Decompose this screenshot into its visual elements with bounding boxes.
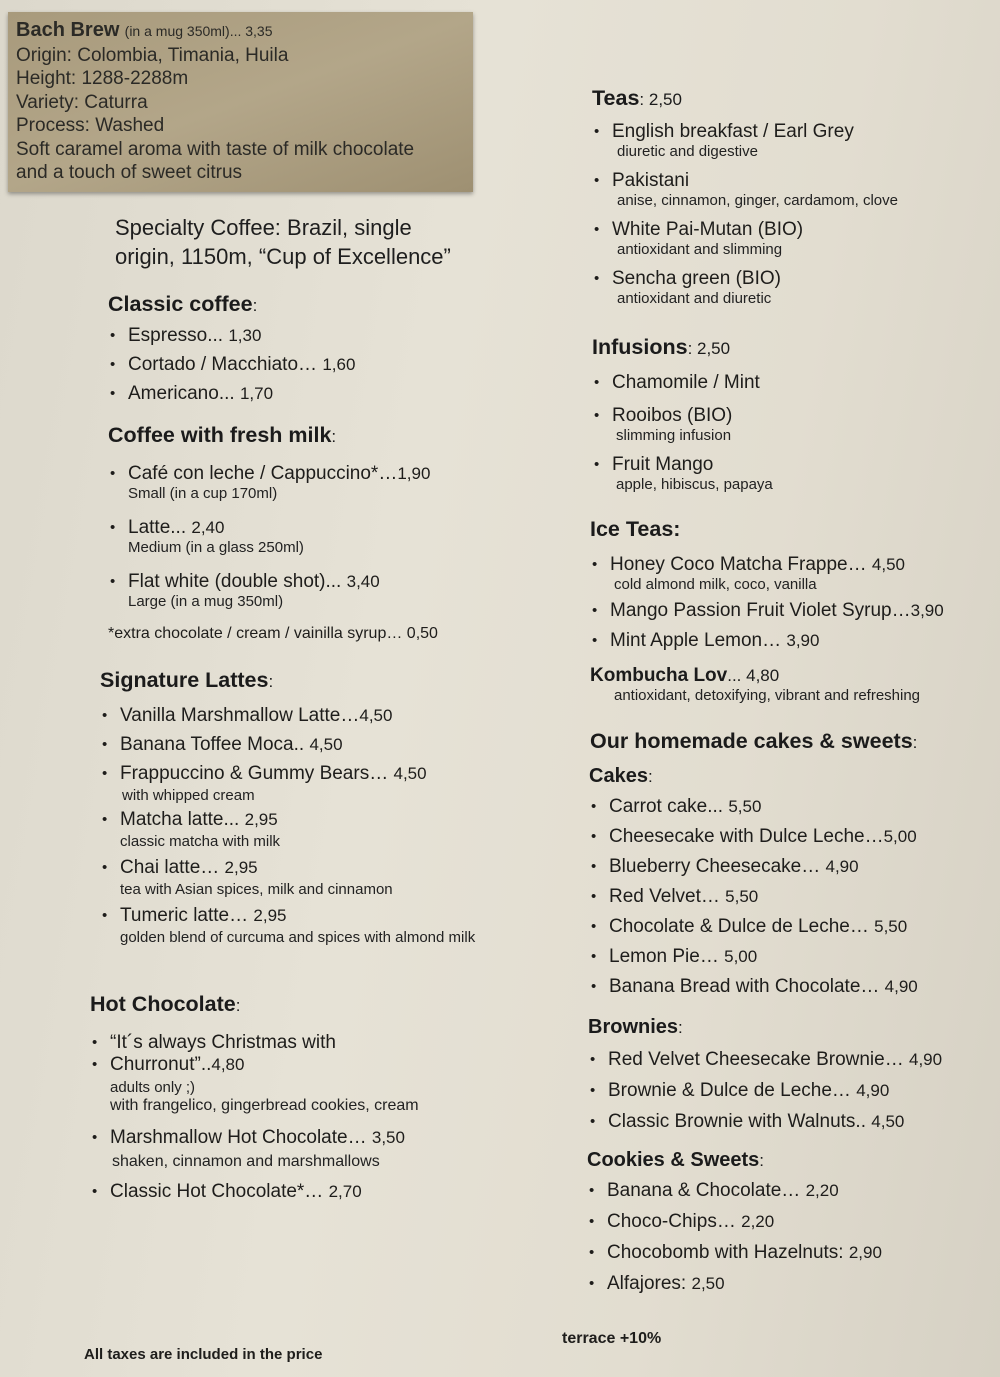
item-price: 1,30 (228, 326, 262, 345)
section-title-text: Our homemade cakes & sweets (590, 729, 913, 753)
cakes-section (589, 765, 994, 998)
menu-item (108, 517, 538, 539)
section-title (590, 729, 995, 754)
item-price: 4,50 (393, 764, 427, 783)
item-name: Banana Toffee Moca.. (120, 734, 310, 755)
classic-coffee-section (108, 292, 538, 405)
item-price: 4,50 (871, 1112, 905, 1131)
section-title-text: Classic coffee (108, 292, 253, 316)
menu-item (100, 763, 540, 785)
item-name: Carrot cake... (609, 796, 729, 817)
homemade-section (590, 729, 995, 754)
item-description: anise, cinnamon, ginger, cardamom, clove (617, 192, 898, 209)
menu-item: • Fruit Mango (592, 454, 992, 476)
menu-item (108, 325, 538, 347)
section-colon: : (912, 733, 918, 752)
section-title-text: Cookies & Sweets (587, 1149, 760, 1171)
menu-item (90, 1127, 530, 1149)
origin-sticker (8, 12, 473, 192)
item-name-line-2: Churronut”.. (110, 1054, 212, 1075)
sticker-variety: Variety: Caturra (16, 91, 148, 113)
item-name: Choco-Chips… (607, 1211, 742, 1232)
item-name: Classic Hot Chocolate*… (110, 1181, 329, 1202)
item-price: 2,20 (741, 1212, 775, 1231)
menu-item (587, 1180, 992, 1202)
item-price: 4,90 (884, 977, 918, 996)
item-price: 4,50 (871, 555, 905, 574)
item-name: Chocolate & Dulce de Leche… (609, 916, 875, 937)
menu-item (590, 630, 995, 652)
menu-item: • English breakfast / Earl Grey (592, 121, 992, 143)
section-price: : 2,50 (687, 339, 731, 358)
item-name: Cheesecake with Dulce Leche… (609, 826, 884, 847)
section-title-text: Hot Chocolate (90, 992, 236, 1016)
item-price: 5,50 (728, 797, 762, 816)
extras-note: *extra chocolate / cream / vainilla syrup… 0,50 (108, 625, 438, 642)
sticker-process: Process: Washed (16, 115, 165, 136)
section-title-text: Signature Lattes (100, 668, 269, 692)
item-name: Red Velvet… (609, 886, 726, 907)
section-title (589, 765, 994, 788)
item-name: Mango Passion Fruit Violet Syrup… (610, 600, 911, 621)
section-colon: : (678, 1018, 683, 1037)
menu-item (587, 1211, 992, 1233)
item-description: antioxidant and diuretic (617, 290, 772, 307)
sticker-origin: Origin: Colombia, Timania, Huila (16, 44, 289, 66)
section-colon: : (252, 296, 258, 315)
item-price: 5,00 (883, 827, 917, 846)
menu-item (587, 1242, 992, 1264)
menu-item (588, 1111, 993, 1133)
item-price: 3,40 (346, 572, 380, 591)
item-name: Classic Brownie with Walnuts.. (608, 1111, 872, 1132)
section-title (588, 1016, 993, 1039)
section-colon: : (647, 767, 653, 786)
sticker-notes-1: Soft caramel aroma with taste of milk chocolate (16, 138, 415, 160)
section-title-text: Kombucha Lov (590, 665, 728, 686)
item-price: 5,50 (725, 887, 759, 906)
item-name: Espresso... (128, 325, 229, 346)
menu-item (590, 554, 995, 576)
section-title-text: Teas (592, 86, 640, 110)
sticker-title: Bach Brew (16, 19, 120, 41)
section-colon: : (759, 1151, 765, 1170)
item-price: 4,50 (359, 706, 393, 725)
menu-item (589, 916, 994, 938)
sticker-height: Height: 1288-2288m (16, 68, 189, 89)
section-colon: : (331, 427, 337, 446)
item-price: 3,50 (371, 1128, 405, 1147)
item-price: 3,90 (910, 601, 944, 620)
section-title (592, 335, 992, 360)
item-price: 4,80 (211, 1055, 245, 1074)
item-description: with frangelico, gingerbread cookies, cream (110, 1097, 419, 1114)
item-name: Cortado / Macchiato… (128, 354, 323, 375)
item-name: Matcha latte... (120, 809, 245, 830)
menu-item (108, 463, 538, 485)
menu-item: • Sencha green (BIO) (592, 268, 992, 290)
menu-item (108, 383, 538, 405)
item-name: Flat white (double shot)... (128, 571, 347, 592)
menu-item (589, 826, 994, 848)
item-price: 5,00 (724, 947, 758, 966)
item-name: Mint Apple Lemon… (610, 630, 787, 651)
section-title (100, 668, 540, 693)
item-price: 1,90 (397, 464, 431, 483)
item-description: Medium (in a glass 250ml) (128, 539, 304, 556)
item-name: Lemon Pie… (609, 946, 725, 967)
menu-item (100, 705, 540, 727)
item-name-line-1: “It´s always Christmas with (110, 1032, 336, 1053)
ice-teas-section (590, 517, 995, 652)
item-price: 2,40 (191, 518, 225, 537)
section-title (592, 86, 992, 111)
menu-item: • Rooibos (BIO) (592, 405, 992, 427)
menu-item (589, 886, 994, 908)
menu-item (587, 1273, 992, 1295)
item-description: shaken, cinnamon and marshmallows (112, 1153, 380, 1170)
infusions-section (592, 335, 992, 494)
item-price: 1,70 (239, 384, 274, 403)
menu-item: • Pakistani (592, 170, 992, 192)
kombucha-section (590, 665, 995, 705)
item-price: 2,90 (848, 1243, 882, 1262)
section-title: Ice Teas: (590, 517, 681, 541)
sticker-title-note: (in a mug 350ml)... 3,35 (124, 23, 273, 39)
sticker-notes-2: and a touch of sweet citrus (16, 162, 243, 183)
item-description: apple, hibiscus, papaya (616, 476, 773, 493)
menu-item (108, 571, 538, 593)
menu-item (100, 857, 540, 879)
item-name: Marshmallow Hot Chocolate… (110, 1127, 372, 1148)
item-name: Frappuccino & Gummy Bears… (120, 763, 394, 784)
cookies-section (587, 1149, 992, 1295)
item-description: Small (in a cup 170ml) (128, 485, 278, 502)
menu-item (100, 905, 540, 927)
item-price: 2,50 (691, 1274, 725, 1293)
item-name: Brownie & Dulce de Leche… (608, 1080, 857, 1101)
item-name: Red Velvet Cheesecake Brownie… (608, 1049, 909, 1070)
menu-item (588, 1049, 993, 1071)
menu-item (588, 1080, 993, 1102)
item-description: antioxidant and slimming (617, 241, 783, 258)
section-price: : 2,50 (639, 90, 682, 109)
fresh-milk-section (108, 423, 538, 643)
item-name: Americano... (128, 383, 240, 404)
menu-item (100, 734, 540, 756)
section-price: ... 4,80 (727, 666, 780, 685)
section-title-text: Coffee with fresh milk (108, 423, 332, 447)
item-description: antioxidant, detoxifying, vibrant and refreshing (614, 687, 921, 704)
item-price: 2,95 (244, 810, 278, 829)
menu-item (589, 946, 994, 968)
section-colon: : (268, 672, 274, 691)
section-title (90, 992, 530, 1017)
item-description: Large (in a mug 350ml) (128, 593, 284, 610)
section-title-text: Cakes (589, 765, 648, 787)
section-title-text: Brownies (588, 1016, 679, 1038)
taxes-note: All taxes are included in the price (84, 1346, 323, 1363)
brownies-section (588, 1016, 993, 1133)
item-name: Café con leche / Cappuccino*… (128, 463, 398, 484)
item-name: Tumeric latte… (120, 905, 254, 926)
signature-lattes-section (100, 668, 540, 947)
menu-item (90, 1032, 530, 1054)
specialty-line-2: origin, 1150m, “Cup of Excellence” (115, 244, 451, 269)
menu-item (108, 354, 538, 376)
item-price: 4,50 (309, 735, 343, 754)
item-description: slimming infusion (616, 427, 732, 444)
item-price: 2,70 (328, 1182, 362, 1201)
item-name: Chocobomb with Hazelnuts: (607, 1242, 849, 1263)
item-description: tea with Asian spices, milk and cinnamon (120, 881, 393, 898)
sticker-title-line (16, 19, 465, 44)
section-colon: : (235, 996, 241, 1015)
item-description: adults only ;) (110, 1079, 196, 1096)
item-name: Alfajores: (607, 1273, 692, 1294)
item-price: 2,95 (253, 906, 287, 925)
item-price: 2,20 (805, 1181, 839, 1200)
section-title-text: Infusions (592, 335, 688, 359)
terrace-note: terrace +10% (562, 1330, 662, 1347)
menu-item (589, 856, 994, 878)
item-description: golden blend of curcuma and spices with almond milk (120, 929, 476, 946)
menu-item (90, 1181, 530, 1203)
item-name: Banana Bread with Chocolate… (609, 976, 885, 997)
item-price: 4,90 (909, 1050, 943, 1069)
item-description: diuretic and digestive (617, 143, 758, 160)
item-price: 1,60 (322, 355, 356, 374)
menu-item (100, 809, 540, 831)
item-name: Vanilla Marshmallow Latte… (120, 705, 360, 726)
item-price: 5,50 (874, 917, 908, 936)
item-price: 2,95 (224, 858, 258, 877)
item-name: Banana & Chocolate… (607, 1180, 806, 1201)
item-name: Honey Coco Matcha Frappe… (610, 554, 872, 575)
item-description: cold almond milk, coco, vanilla (614, 576, 817, 593)
section-title (108, 292, 538, 317)
menu-item: • Chamomile / Mint (592, 372, 992, 394)
menu-item: • White Pai-Mutan (BIO) (592, 219, 992, 241)
teas-section (592, 86, 992, 308)
item-description: classic matcha with milk (120, 833, 281, 850)
section-title (590, 665, 995, 687)
item-name: Chai latte… (120, 857, 225, 878)
item-price: 4,90 (825, 857, 859, 876)
menu-item (589, 976, 994, 998)
menu-item (590, 600, 995, 622)
section-title (108, 423, 538, 448)
specialty-line-1: Specialty Coffee: Brazil, single (115, 215, 412, 240)
specialty-header (115, 213, 535, 271)
item-price: 3,90 (786, 631, 820, 650)
item-name: Blueberry Cheesecake… (609, 856, 826, 877)
item-description: with whipped cream (122, 787, 255, 804)
menu-item-continued (90, 1054, 530, 1076)
section-title (587, 1149, 992, 1172)
menu-item (589, 796, 994, 818)
item-price: 4,90 (856, 1081, 890, 1100)
item-name: Latte... (128, 517, 192, 538)
hot-chocolate-section (90, 992, 530, 1203)
